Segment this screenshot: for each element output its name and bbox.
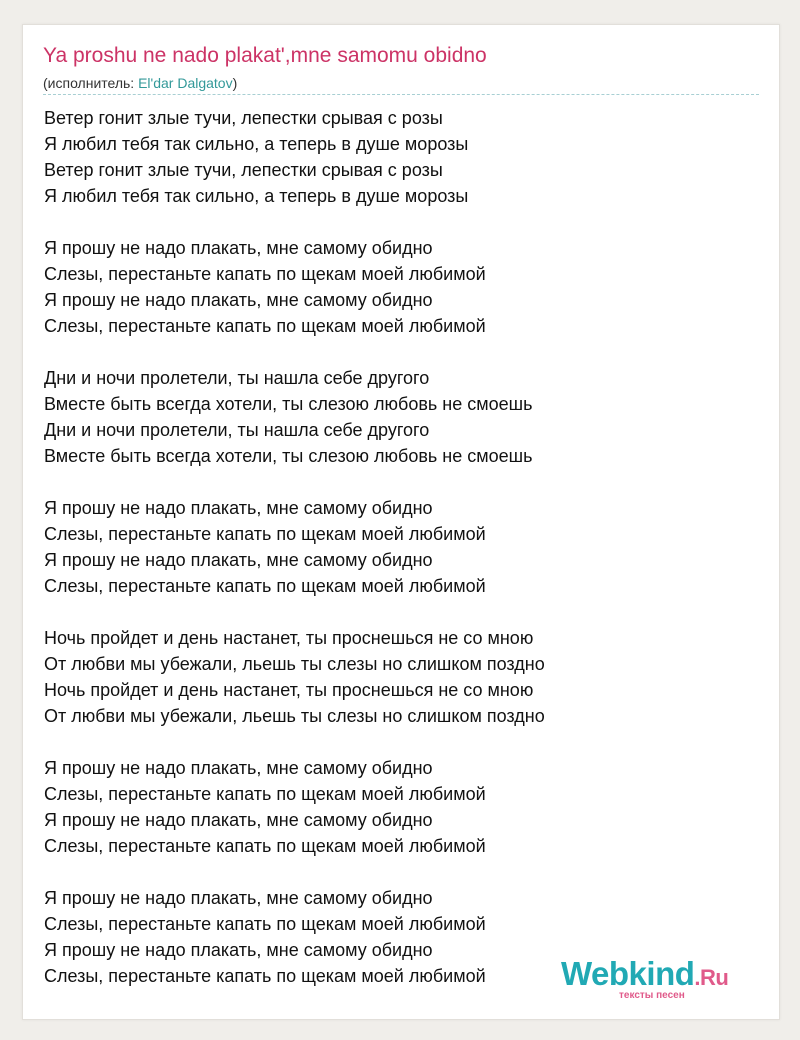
logo-tagline: тексты песен <box>619 990 685 1001</box>
lyric-line: Я любил тебя так сильно, а теперь в душе морозы <box>44 186 469 206</box>
song-title: Ya proshu ne nado plakat',mne samomu obidno <box>43 44 487 67</box>
artist-line <box>43 75 237 91</box>
lyric-line: Слезы, перестаньте капать по щекам моей любимой <box>44 524 486 544</box>
lyric-line: Я любил тебя так сильно, а теперь в душе морозы <box>44 134 469 154</box>
lyric-line: Дни и ночи пролетели, ты нашла себе другого <box>44 420 430 440</box>
lyric-line: Я прошу не надо плакать, мне самому обидно <box>44 550 433 570</box>
lyric-line: Слезы, перестаньте капать по щекам моей любимой <box>44 264 486 284</box>
lyric-line: Дни и ночи пролетели, ты нашла себе другого <box>44 368 430 388</box>
lyric-line: Ночь пройдет и день настанет, ты проснешься не со мною <box>44 628 534 648</box>
lyric-line: Слезы, перестаньте капать по щекам моей любимой <box>44 316 486 336</box>
lyric-line: Слезы, перестаньте капать по щекам моей любимой <box>44 836 486 856</box>
lyrics-body <box>44 105 764 1015</box>
lyrics-stanza <box>44 235 764 339</box>
lyrics-card <box>22 24 780 1020</box>
lyric-line: Ветер гонит злые тучи, лепестки срывая с розы <box>44 160 443 180</box>
lyric-line: Вместе быть всегда хотели, ты слезою любовь не смоешь <box>44 394 533 414</box>
lyric-line: От любви мы убежали, льешь ты слезы но слишком поздно <box>44 654 545 674</box>
lyric-line: Слезы, перестаньте капать по щекам моей любимой <box>44 576 486 596</box>
logo-name: Webkind <box>561 955 695 992</box>
artist-suffix: ) <box>232 75 238 91</box>
lyric-line: Я прошу не надо плакать, мне самому обидно <box>44 238 433 258</box>
lyric-line: Ветер гонит злые тучи, лепестки срывая с розы <box>44 108 443 128</box>
lyrics-stanza <box>44 625 764 729</box>
artist-prefix: (исполнитель: <box>43 75 139 91</box>
lyrics-stanza <box>44 105 764 209</box>
lyrics-stanza <box>44 495 764 599</box>
lyric-line: Вместе быть всегда хотели, ты слезою любовь не смоешь <box>44 446 533 466</box>
lyric-line: Ночь пройдет и день настанет, ты проснешься не со мною <box>44 680 534 700</box>
lyric-line: Я прошу не надо плакать, мне самому обидно <box>44 888 433 908</box>
lyrics-stanza <box>44 755 764 859</box>
lyric-line: Я прошу не надо плакать, мне самому обидно <box>44 290 433 310</box>
lyrics-stanza <box>44 365 764 469</box>
lyric-line: Я прошу не надо плакать, мне самому обидно <box>44 810 433 830</box>
lyric-line: Слезы, перестаньте капать по щекам моей любимой <box>44 966 486 986</box>
lyric-line: Я прошу не надо плакать, мне самому обидно <box>44 940 433 960</box>
lyric-line: Слезы, перестаньте капать по щекам моей любимой <box>44 914 486 934</box>
logo-wordmark <box>561 955 728 993</box>
artist-link[interactable]: El'dar Dalgatov <box>138 75 233 91</box>
site-logo[interactable] <box>561 955 751 999</box>
title-divider <box>43 94 759 95</box>
lyric-line: Я прошу не надо плакать, мне самому обидно <box>44 758 433 778</box>
lyric-line: Слезы, перестаньте капать по щекам моей любимой <box>44 784 486 804</box>
logo-tld: .Ru <box>694 965 729 990</box>
lyric-line: Я прошу не надо плакать, мне самому обидно <box>44 498 433 518</box>
lyric-line: От любви мы убежали, льешь ты слезы но слишком поздно <box>44 706 545 726</box>
